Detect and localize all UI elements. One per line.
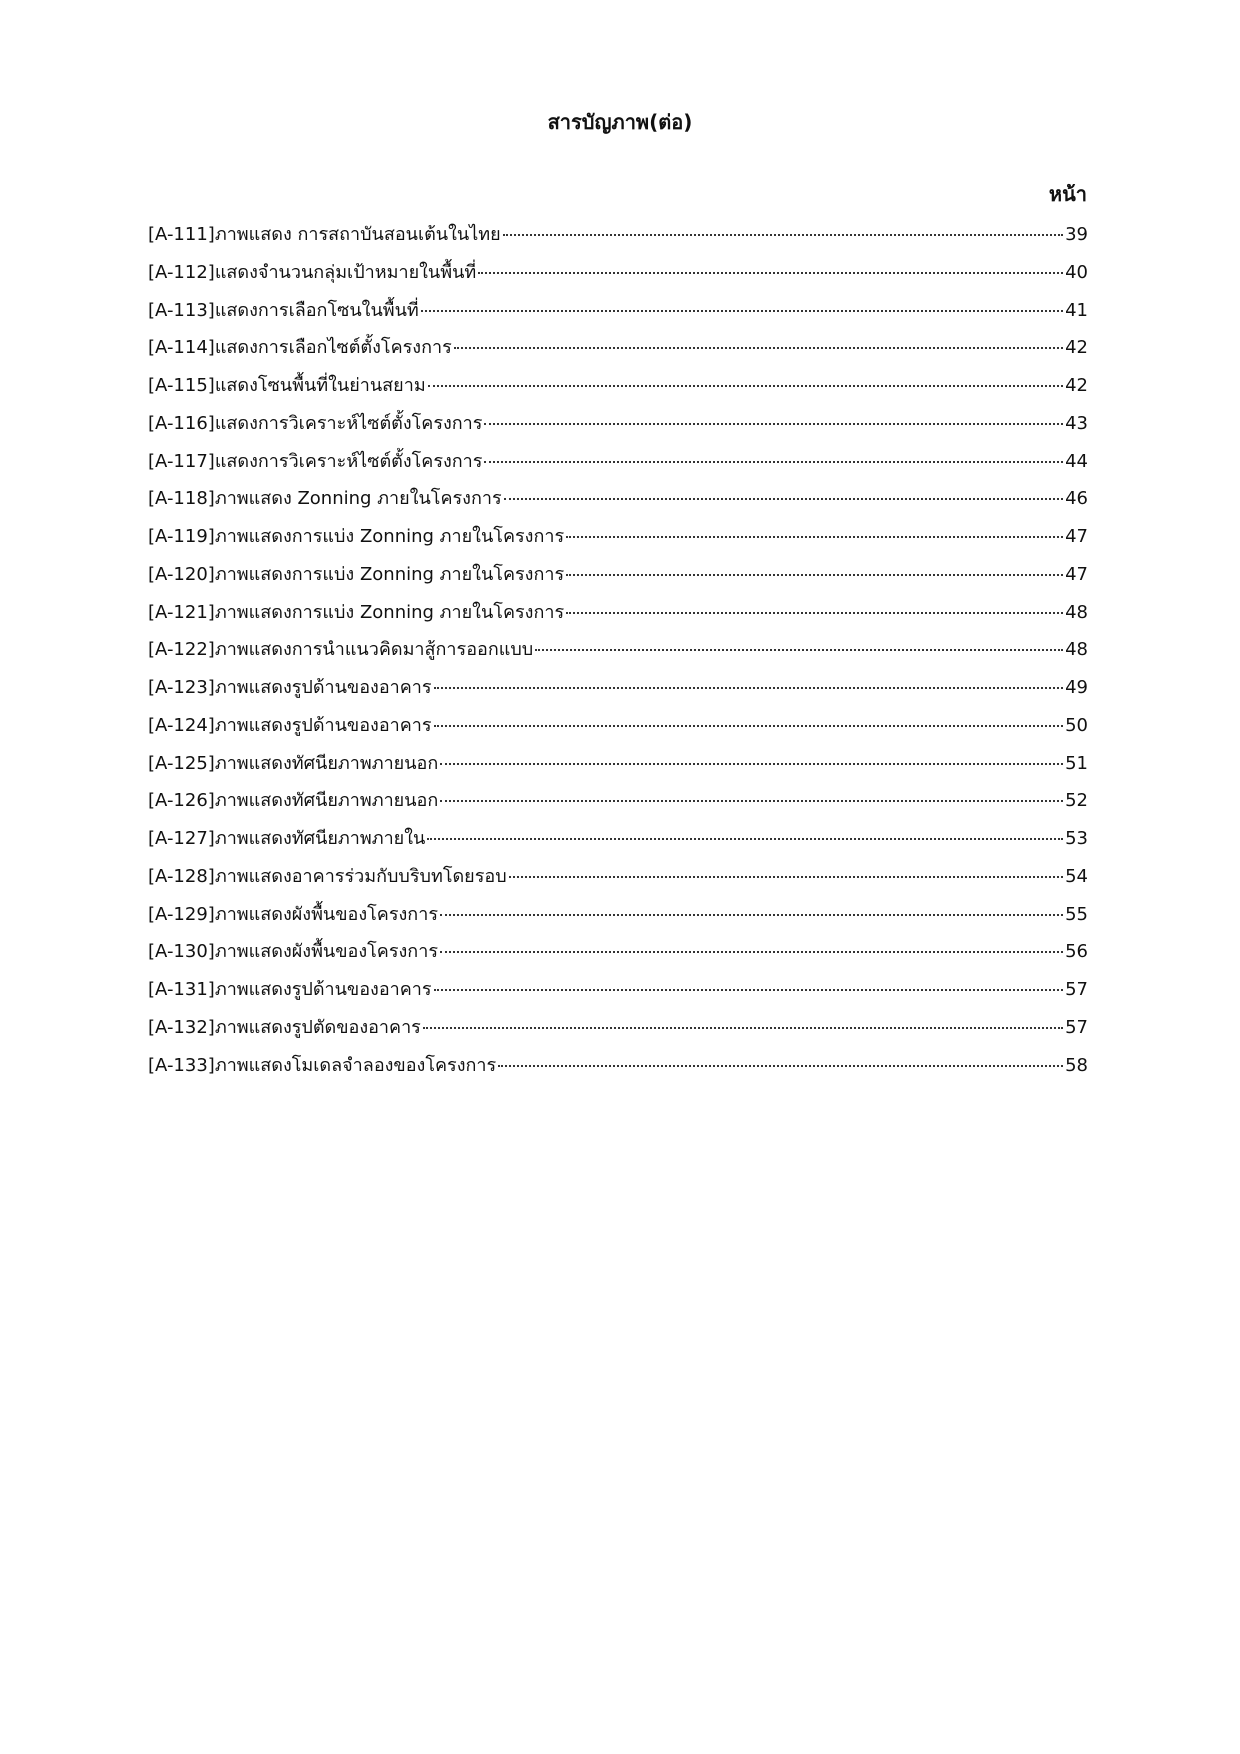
dot-leader	[509, 875, 1063, 878]
toc-entry-code: [A-125]	[148, 752, 215, 774]
toc-entry-page-number: 49	[1065, 677, 1088, 698]
dot-leader	[566, 535, 1063, 538]
toc-entry-title: ภาพแสดงทัศนียภาพภายใน	[214, 828, 426, 849]
toc-entry-page-number: 43	[1065, 412, 1088, 434]
toc-entry-page-number: 57	[1065, 1016, 1088, 1038]
dot-leader	[440, 799, 1063, 802]
toc-entry[interactable]	[148, 335, 1088, 373]
toc-entry-page-number: 53	[1065, 828, 1088, 849]
toc-entry-title: ภาพแสดง Zonning ภายในโครงการ	[214, 488, 502, 510]
toc-entry-title: ภาพแสดงการแบ่ง Zonning ภายในโครงการ	[214, 601, 565, 623]
toc-entry[interactable]	[148, 373, 1088, 411]
toc-entry[interactable]	[148, 600, 1088, 638]
dot-leader	[427, 837, 1063, 840]
toc-entry-title: แสดงโซนพื้นที่ในย่านสยาม	[214, 375, 426, 396]
toc-entry[interactable]	[148, 826, 1088, 864]
toc-entry[interactable]	[148, 675, 1088, 713]
toc-entry-title: ภาพแสดงการแบ่ง Zonning ภายในโครงการ	[214, 563, 565, 585]
dot-leader	[434, 686, 1064, 689]
toc-entry-page-number: 50	[1065, 714, 1088, 736]
dot-leader	[434, 988, 1064, 991]
dot-leader	[566, 611, 1063, 614]
dot-leader	[440, 950, 1063, 953]
dot-leader	[434, 724, 1064, 727]
toc-entry-title: ภาพแสดงการแบ่ง Zonning ภายในโครงการ	[214, 526, 565, 547]
list-of-figures	[148, 222, 1088, 1090]
dot-leader	[423, 1026, 1063, 1029]
toc-entry[interactable]	[148, 562, 1088, 600]
toc-entry[interactable]	[148, 751, 1088, 789]
toc-entry-page-number: 40	[1065, 261, 1088, 283]
toc-entry-code: [A-121]	[148, 601, 215, 623]
toc-entry-page-number: 47	[1065, 526, 1088, 547]
dot-leader	[428, 384, 1063, 387]
toc-entry-page-number: 48	[1065, 639, 1088, 661]
toc-entry-code: [A-118]	[148, 488, 215, 510]
dot-leader	[454, 346, 1063, 349]
toc-entry-page-number: 39	[1065, 224, 1088, 245]
toc-entry-code: [A-119]	[148, 526, 215, 547]
toc-entry[interactable]	[148, 939, 1088, 977]
toc-entry-code: [A-128]	[148, 865, 215, 887]
toc-entry-title: ภาพแสดงโมเดลจำลองของโครงการ	[214, 1054, 497, 1076]
toc-entry-code: [A-111]	[148, 224, 215, 245]
toc-entry-code: [A-117]	[148, 450, 215, 472]
toc-entry-page-number: 46	[1065, 488, 1088, 510]
toc-entry-code: [A-127]	[148, 828, 215, 849]
dot-leader	[421, 309, 1063, 312]
toc-entry-title: ภาพแสดงอาคารร่วมกับบริบทโดยรอบ	[214, 865, 507, 887]
dot-leader	[535, 648, 1063, 651]
toc-entry-title: ภาพแสดงผังพื้นของโครงการ	[214, 903, 438, 925]
dot-leader	[484, 460, 1063, 463]
toc-entry[interactable]	[148, 486, 1088, 524]
toc-entry-code: [A-123]	[148, 677, 215, 698]
toc-entry-page-number: 47	[1065, 563, 1088, 585]
toc-entry[interactable]	[148, 637, 1088, 675]
toc-entry-title: แสดงจำนวนกลุ่มเป้าหมายในพื้นที่	[214, 261, 477, 283]
dot-leader	[484, 422, 1063, 425]
toc-entry-title: แสดงการเลือกไซต์ตั้งโครงการ	[214, 337, 452, 359]
toc-entry-code: [A-129]	[148, 903, 215, 925]
toc-entry-page-number: 51	[1065, 752, 1088, 774]
toc-entry-code: [A-120]	[148, 563, 215, 585]
toc-entry-code: [A-113]	[148, 299, 215, 321]
toc-entry-code: [A-115]	[148, 375, 215, 396]
toc-entry-code: [A-122]	[148, 639, 215, 661]
toc-entry-code: [A-126]	[148, 790, 215, 812]
toc-entry-title: ภาพแสดงผังพื้นของโครงการ	[214, 941, 438, 963]
dot-leader	[566, 573, 1063, 576]
toc-entry[interactable]	[148, 260, 1088, 298]
toc-entry-code: [A-112]	[148, 261, 215, 283]
toc-entry[interactable]	[148, 977, 1088, 1015]
toc-entry[interactable]	[148, 524, 1088, 562]
dot-leader	[504, 497, 1063, 500]
toc-entry-page-number: 57	[1065, 979, 1088, 1000]
dot-leader	[440, 913, 1063, 916]
toc-entry[interactable]	[148, 713, 1088, 751]
page-title: สารบัญภาพ(ต่อ)	[547, 110, 693, 134]
toc-entry[interactable]	[148, 449, 1088, 487]
toc-entry-title: ภาพแสดงการนำแนวคิดมาสู้การออกแบบ	[214, 639, 534, 661]
toc-entry-code: [A-132]	[148, 1016, 215, 1038]
toc-entry[interactable]	[148, 222, 1088, 260]
toc-entry-page-number: 44	[1065, 450, 1088, 472]
toc-entry-code: [A-114]	[148, 337, 215, 359]
toc-entry-title: ภาพแสดงรูปตัดของอาคาร	[214, 1016, 421, 1038]
toc-entry-code: [A-131]	[148, 979, 215, 1000]
toc-entry-page-number: 42	[1065, 375, 1088, 396]
toc-entry-title: ภาพแสดง การสถาบันสอนเต้นในไทย	[214, 224, 501, 245]
toc-entry-title: ภาพแสดงรูปด้านของอาคาร	[214, 979, 432, 1000]
toc-entry[interactable]	[148, 902, 1088, 940]
toc-entry-title: ภาพแสดงรูปด้านของอาคาร	[214, 677, 432, 698]
page-number-column-header: หน้า	[1048, 182, 1087, 206]
toc-entry-page-number: 42	[1065, 337, 1088, 359]
toc-entry-page-number: 54	[1065, 865, 1088, 887]
dot-leader	[498, 1064, 1063, 1067]
toc-entry-code: [A-130]	[148, 941, 215, 963]
toc-entry-title: ภาพแสดงทัศนียภาพภายนอก	[214, 752, 439, 774]
toc-entry-title: ภาพแสดงทัศนียภาพภายนอก	[214, 790, 439, 812]
toc-entry-page-number: 55	[1065, 903, 1088, 925]
toc-entry-code: [A-116]	[148, 412, 215, 434]
toc-entry[interactable]	[148, 1053, 1088, 1091]
toc-entry[interactable]	[148, 1015, 1088, 1053]
toc-entry[interactable]	[148, 788, 1088, 826]
toc-entry-page-number: 58	[1065, 1054, 1088, 1076]
toc-entry[interactable]	[148, 864, 1088, 902]
dot-leader	[478, 271, 1063, 274]
toc-entry-page-number: 56	[1065, 941, 1088, 963]
toc-entry-page-number: 48	[1065, 601, 1088, 623]
toc-entry-title: ภาพแสดงรูปด้านของอาคาร	[214, 714, 432, 736]
toc-entry-page-number: 41	[1065, 299, 1088, 321]
dot-leader	[440, 762, 1063, 765]
toc-entry-title: แสดงการเลือกโซนในพื้นที่	[214, 299, 419, 321]
dot-leader	[503, 233, 1063, 236]
toc-entry-title: แสดงการวิเคราะห์ไซต์ตั้งโครงการ	[214, 450, 483, 472]
toc-entry-code: [A-133]	[148, 1054, 215, 1076]
toc-entry-title: แสดงการวิเคราะห์ไซต์ตั้งโครงการ	[214, 412, 483, 434]
toc-entry-code: [A-124]	[148, 714, 215, 736]
toc-entry[interactable]	[148, 298, 1088, 336]
toc-entry[interactable]	[148, 411, 1088, 449]
toc-entry-page-number: 52	[1065, 790, 1088, 812]
